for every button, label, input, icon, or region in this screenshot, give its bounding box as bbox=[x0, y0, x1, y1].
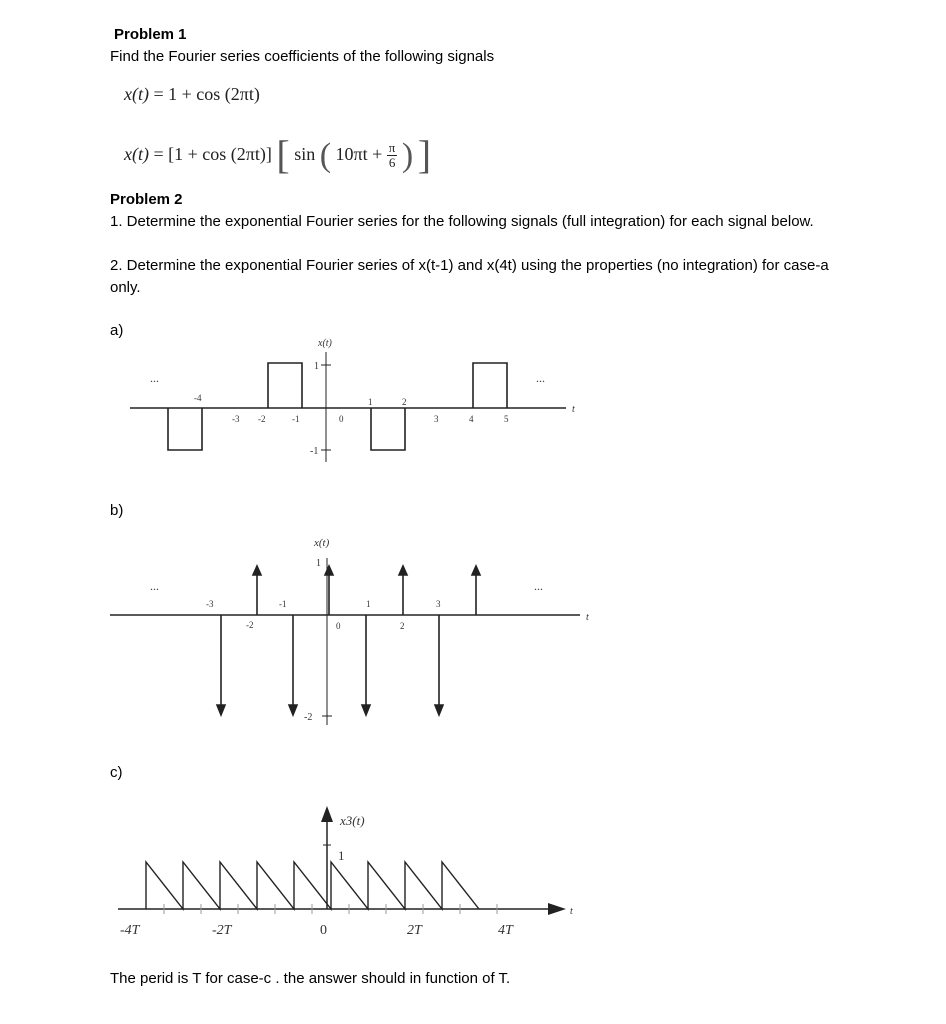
c-tick-4T: 4T bbox=[498, 923, 513, 938]
a-pulse-pos-left bbox=[268, 363, 302, 408]
c-tick-m4T: -4T bbox=[120, 923, 140, 938]
b-impulse-pos-2 bbox=[399, 566, 407, 615]
c-tick-m2T: -2T bbox=[212, 923, 232, 938]
b-amp-neg: -2 bbox=[304, 712, 313, 723]
b-tick-below-2: 2 bbox=[400, 621, 405, 631]
period-note: The perid is T for case-c . the answer should in function of T. bbox=[110, 970, 511, 987]
a-tick-below-m3: -3 bbox=[232, 414, 240, 424]
c-amp: 1 bbox=[338, 848, 345, 863]
a-tick-above-1: 1 bbox=[368, 397, 373, 407]
close-paren: ) bbox=[401, 137, 414, 174]
open-paren: ( bbox=[319, 137, 332, 174]
open-bracket: [ bbox=[276, 132, 290, 177]
case-c-label: c) bbox=[110, 764, 123, 781]
eq1-equals: = bbox=[153, 84, 164, 104]
eq2-equals: = bbox=[153, 144, 164, 164]
eq2-arg: 10πt + bbox=[335, 144, 383, 164]
c-ylabel: x3(t) bbox=[340, 813, 365, 828]
eq2-part1: [1 + cos (2πt)] bbox=[168, 144, 272, 164]
b-tick-above-3: 3 bbox=[436, 599, 441, 609]
c-y-arrow bbox=[321, 806, 333, 822]
b-tick-below-m2: -2 bbox=[246, 620, 254, 630]
b-dots-left: ... bbox=[150, 579, 159, 593]
a-tick-below-m1: -1 bbox=[292, 414, 300, 424]
b-impulse-neg-m1 bbox=[289, 615, 297, 715]
fraction-denominator: 6 bbox=[388, 155, 396, 171]
eq1-lhs: x(t) bbox=[124, 84, 149, 104]
problem1-title: Problem 1 bbox=[114, 26, 187, 43]
b-tick-above-m1: -1 bbox=[279, 599, 287, 609]
a-amp-pos: 1 bbox=[314, 361, 319, 372]
b-tick-above-1: 1 bbox=[366, 599, 371, 609]
case-a-square-wave-plot bbox=[0, 330, 946, 470]
a-tick-below-m2: -2 bbox=[258, 414, 266, 424]
b-xlabel: t bbox=[586, 612, 589, 623]
case-b-label: b) bbox=[110, 502, 124, 519]
b-impulse-pos-4 bbox=[472, 566, 480, 615]
c-tick-0: 0 bbox=[320, 923, 327, 938]
a-dots-left: ... bbox=[150, 371, 159, 385]
pi-over-6-fraction bbox=[387, 141, 398, 170]
equation-1 bbox=[124, 84, 260, 105]
c-tick-2T: 2T bbox=[407, 923, 422, 938]
a-amp-neg: -1 bbox=[310, 446, 319, 457]
case-b-impulse-train-plot bbox=[0, 530, 946, 730]
eq1-rhs: 1 + cos (2πt) bbox=[168, 84, 260, 104]
equation-2 bbox=[124, 131, 431, 178]
eq2-sin: sin bbox=[294, 144, 316, 164]
b-impulse-pos-m2 bbox=[253, 566, 261, 615]
b-impulse-neg-1 bbox=[362, 615, 370, 715]
a-tick-below-0: 0 bbox=[339, 414, 344, 424]
b-impulse-neg-3 bbox=[435, 615, 443, 715]
a-ylabel: x(t) bbox=[318, 338, 332, 349]
problem1-instruction: Find the Fourier series coefficients of the following signals bbox=[110, 48, 495, 65]
b-ylabel: x(t) bbox=[314, 537, 330, 549]
a-pulse-pos-right bbox=[473, 363, 507, 408]
c-sawtooth bbox=[146, 862, 479, 909]
b-tick-above-m3: -3 bbox=[206, 599, 214, 609]
case-a-label: a) bbox=[110, 322, 124, 339]
problem2-item2: 2. Determine the exponential Fourier series of x(t-1) and x(4t) using the properties (no integration) for case-a only. bbox=[110, 257, 829, 296]
problem2-title: Problem 2 bbox=[110, 191, 183, 208]
a-tick-below-4: 4 bbox=[469, 414, 474, 424]
c-x-arrow bbox=[548, 903, 566, 915]
b-impulse-neg-m3 bbox=[217, 615, 225, 715]
c-xlabel: t bbox=[570, 906, 573, 917]
b-amp-pos: 1 bbox=[316, 558, 321, 569]
a-tick-above-m4: -4 bbox=[194, 393, 202, 403]
close-bracket: ] bbox=[417, 132, 432, 177]
b-dots-right: ... bbox=[534, 579, 543, 593]
eq2-lhs: x(t) bbox=[124, 144, 149, 164]
a-dots-right: ... bbox=[536, 371, 545, 385]
problem2-item1: 1. Determine the exponential Fourier series for the following signals (full integration) for each signal below. bbox=[110, 213, 814, 230]
fraction-numerator: π bbox=[388, 140, 396, 156]
a-tick-above-2: 2 bbox=[402, 397, 407, 407]
a-tick-below-5: 5 bbox=[504, 414, 509, 424]
case-c-sawtooth-plot bbox=[0, 800, 946, 950]
b-tick-below-0: 0 bbox=[336, 621, 341, 631]
a-pulse-neg-right bbox=[371, 408, 405, 450]
a-xlabel: t bbox=[572, 404, 575, 415]
a-pulse-neg-left bbox=[168, 408, 202, 450]
a-tick-below-3: 3 bbox=[434, 414, 439, 424]
b-impulse-pos-0 bbox=[325, 566, 333, 615]
